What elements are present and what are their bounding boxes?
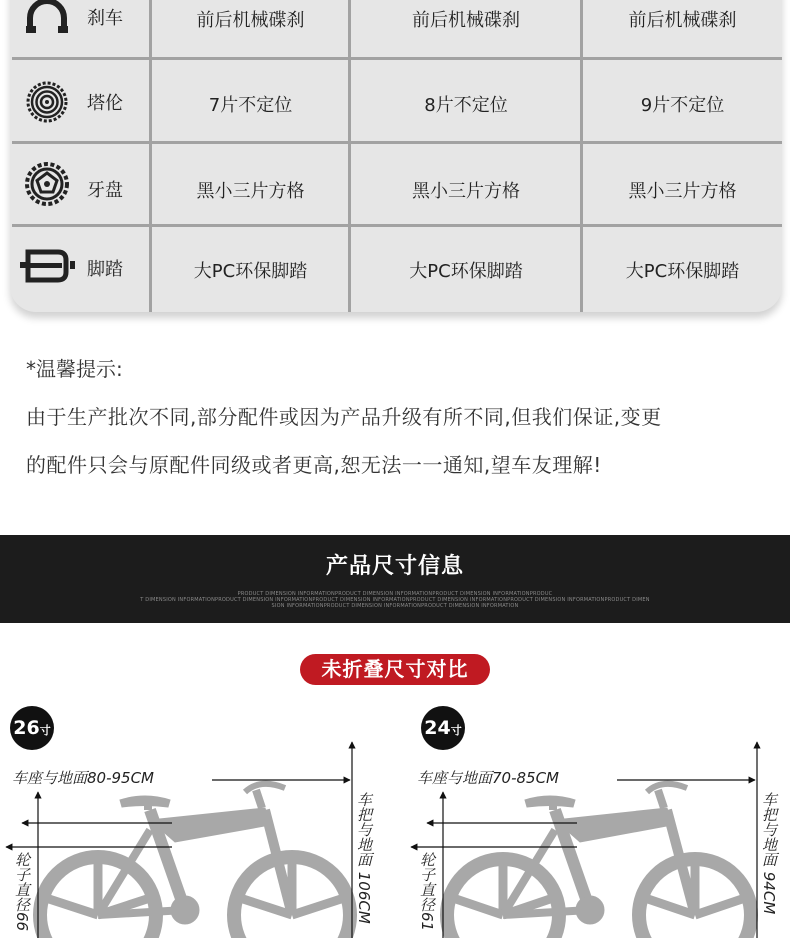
spec-value: 8片不定位 [424, 95, 508, 116]
notice-title: *温馨提示: [26, 357, 123, 381]
notice-text: 的配件只会与原配件同级或者更高,恕无法一一通知,望车友理解! [26, 453, 602, 477]
spec-value: 大PC环保脚踏 [193, 261, 308, 282]
wheel-diameter-label: 轮子直径61 [418, 852, 436, 932]
size-unit: 寸 [450, 723, 462, 737]
seat-height-label: 车座与地面70-85CM [417, 769, 560, 787]
chainring-icon [22, 160, 72, 208]
bike-illustration [405, 730, 790, 938]
section-subtitle: T DIMENSION INFORMATIONPRODUCT DIMENSION INFORMATIONPRODUCT DIMENSION INFORMATIONPRODUCT DIMENSION INFORMATIONPRODUCT DIMENSION INFORMATIONPRODUCT DIMEN [140, 597, 650, 603]
spec-label: 牙盘 [87, 180, 123, 201]
spec-value: 黑小三片方格 [412, 181, 520, 202]
section-subtitle: PRODUCT DIMENSION INFORMATIONPRODUCT DIMENSION INFORMATIONPRODUCT DIMENSION INFORMATIONPRODUC [237, 591, 553, 597]
spec-value: 黑小三片方格 [196, 181, 305, 202]
spec-row-pedal [12, 227, 782, 312]
spec-value: 前后机械碟刹 [628, 10, 737, 31]
spec-value: 9片不定位 [640, 95, 725, 116]
spec-value: 大PC环保脚踏 [625, 261, 740, 282]
handlebar-height-label: 车把与地面 106CM [355, 792, 373, 924]
size-unit: 寸 [39, 723, 51, 737]
spec-label: 刹车 [87, 8, 123, 29]
spec-row-chainring [12, 144, 782, 224]
cassette-icon [22, 80, 72, 124]
spec-value: 前后机械碟刹 [196, 10, 305, 31]
notice-text: 由于生产批次不同,部分配件或因为产品升级有所不同,但我们保证,变更 [26, 405, 662, 429]
spec-value: 黑小三片方格 [628, 181, 737, 202]
spec-value: 前后机械碟刹 [412, 10, 520, 31]
wheel-diameter-label: 轮子直径66 [13, 852, 31, 932]
handlebar-height-label: 车把与地面 94CM [760, 792, 778, 915]
section-banner [0, 535, 790, 623]
seat-height-label: 车座与地面80-95CM [12, 769, 155, 787]
spec-value: 大PC环保脚踏 [409, 261, 523, 282]
pedal-icon [18, 249, 78, 283]
spec-value: 7片不定位 [208, 95, 293, 116]
brake-icon [22, 0, 72, 36]
compare-label: 未折叠尺寸对比 [300, 654, 490, 685]
size-number: 24 [424, 717, 451, 739]
size-number: 26 [13, 717, 40, 739]
spec-row-cassette [12, 60, 782, 141]
spec-row-brake [12, 0, 782, 57]
bike-illustration [0, 730, 395, 938]
spec-label: 脚踏 [87, 259, 123, 280]
section-subtitle: SION INFORMATIONPRODUCT DIMENSION INFORMATIONPRODUCT DIMENSION INFORMATION [271, 603, 519, 609]
section-title: 产品尺寸信息 [325, 554, 464, 579]
spec-label: 塔伦 [87, 93, 123, 114]
